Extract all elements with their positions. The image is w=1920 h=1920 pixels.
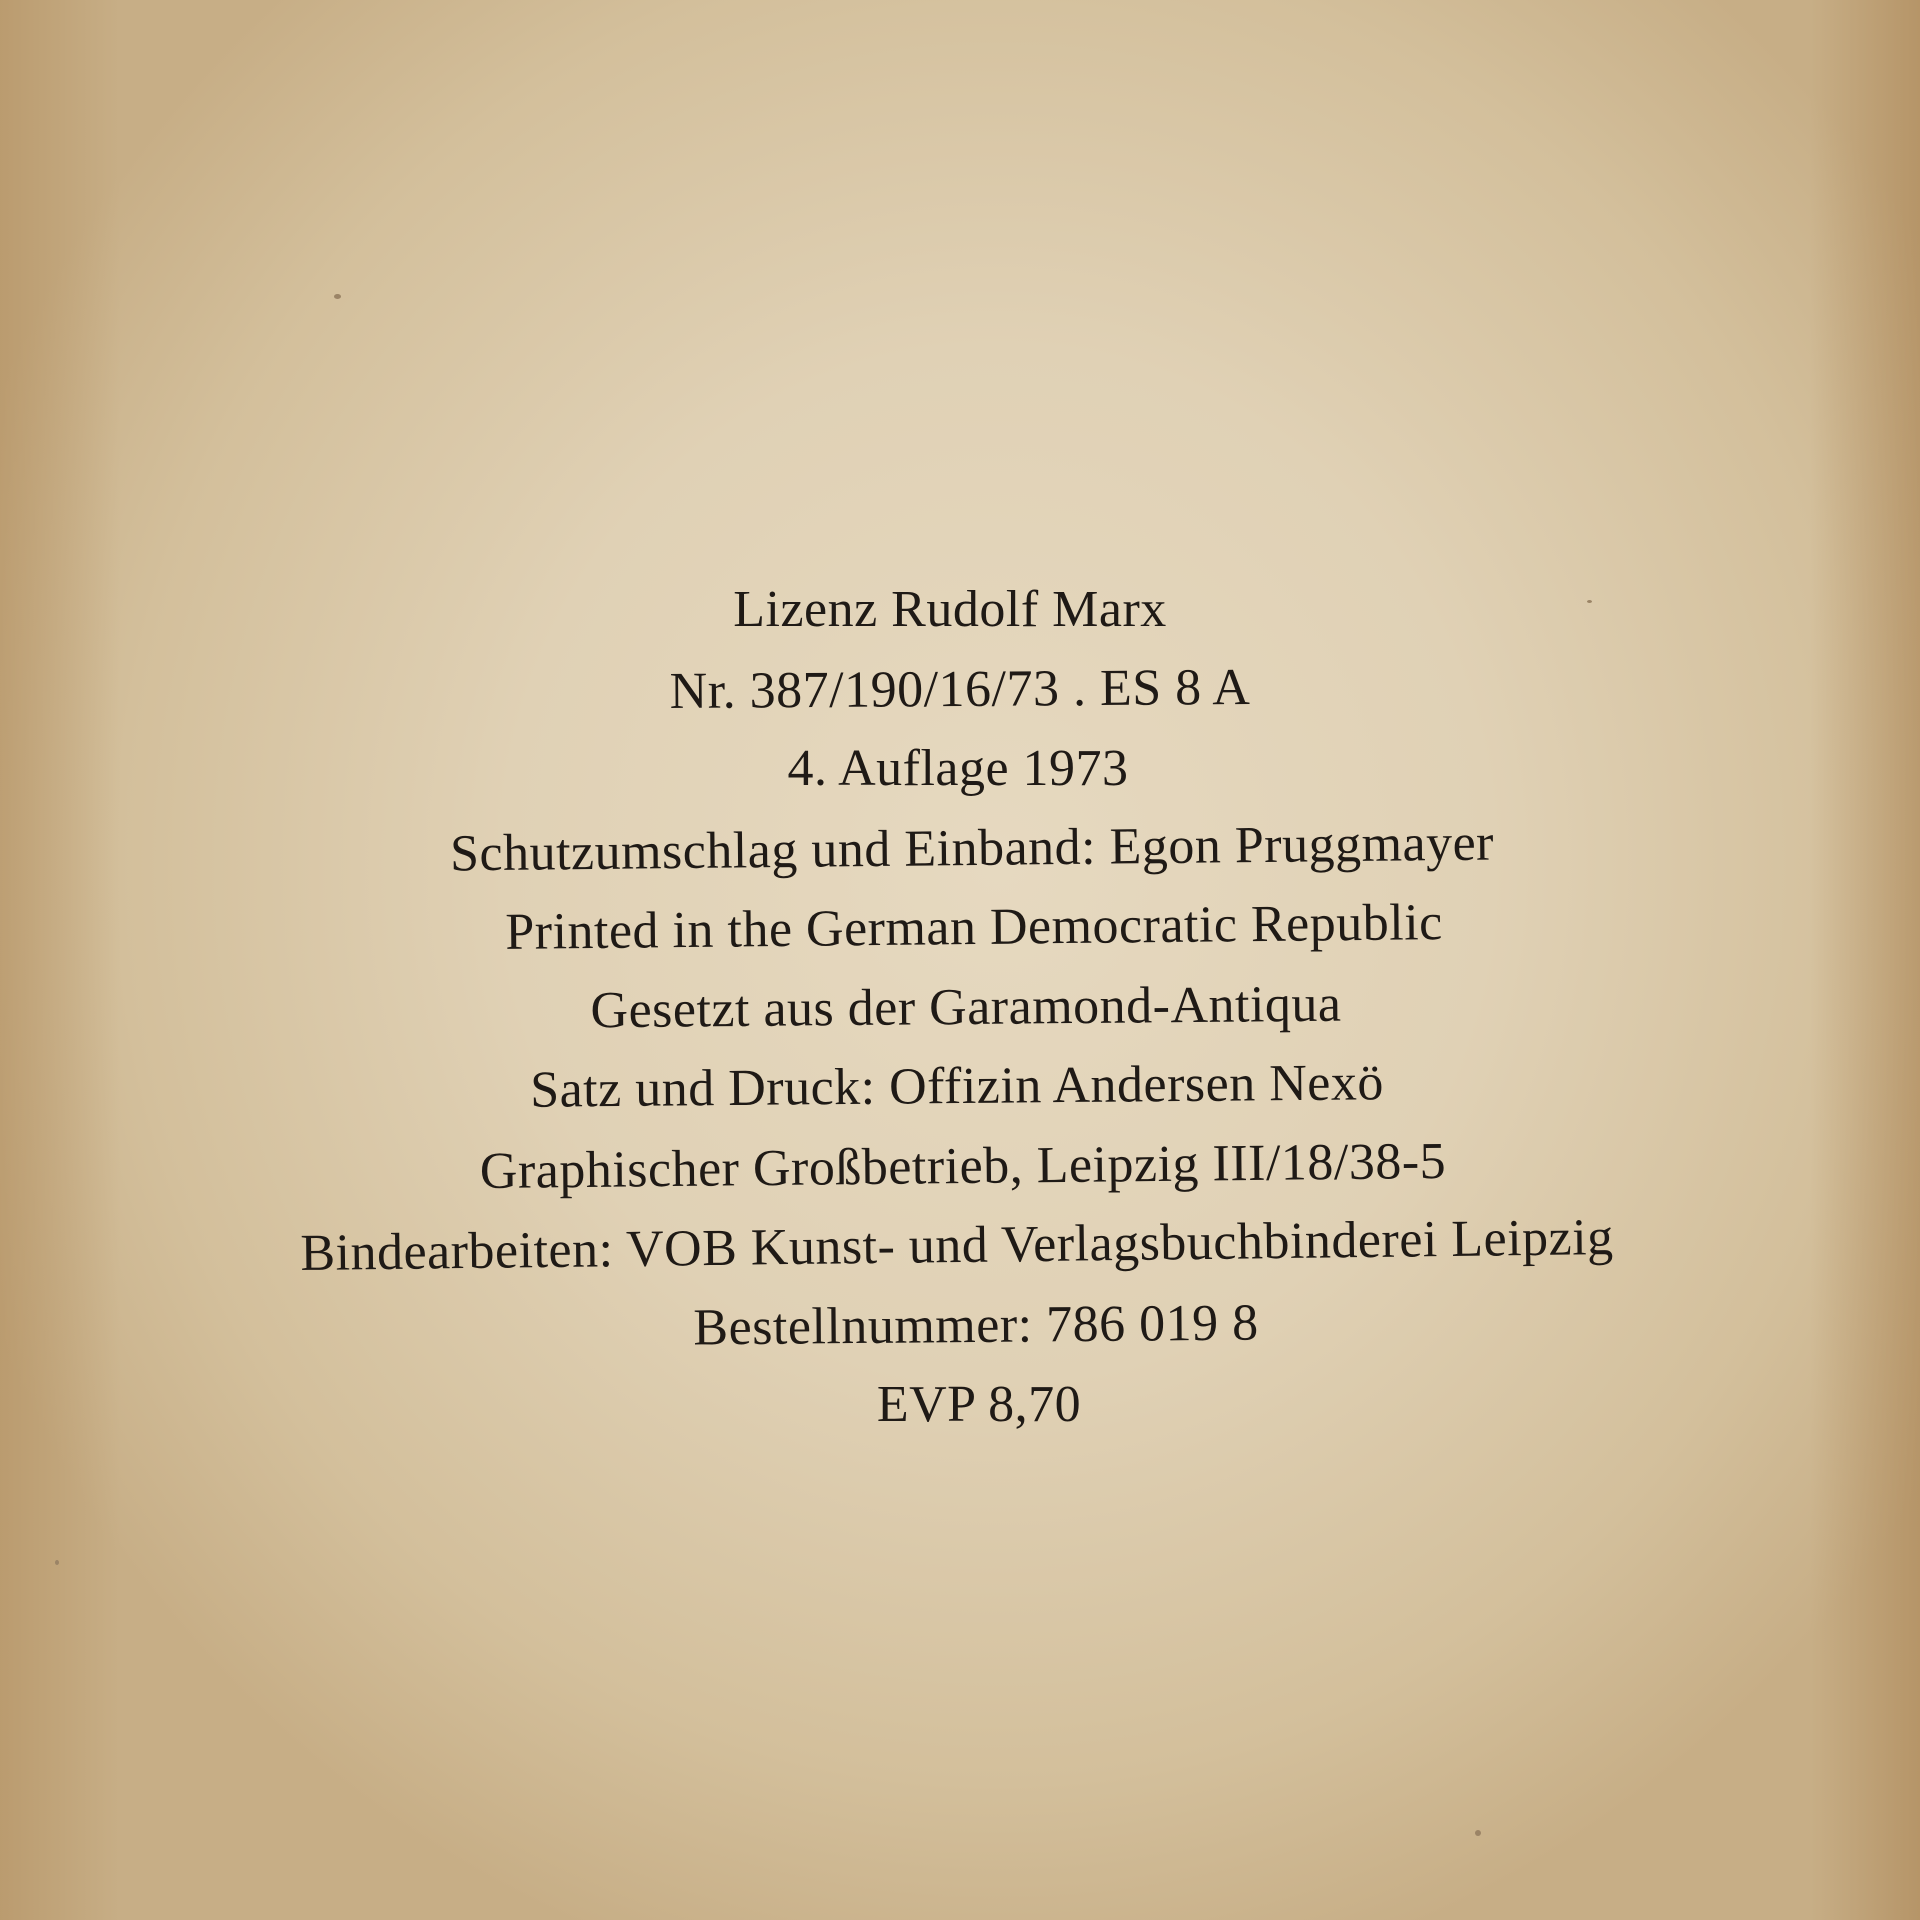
paper-speck bbox=[1475, 1830, 1481, 1836]
license-line: Lizenz Rudolf Marx bbox=[733, 581, 1167, 638]
cover-design-line: Schutzumschlag und Einband: Egon Pruggmayer bbox=[449, 814, 1495, 882]
printer-line: Graphischer Großbetrieb, Leipzig III/18/38-5 bbox=[479, 1132, 1447, 1200]
bindery-line: Bindearbeiten: VOB Kunst- und Verlagsbuchbinderei Leipzig bbox=[300, 1208, 1614, 1283]
order-number-line: Bestellnummer: 786 019 8 bbox=[693, 1294, 1259, 1356]
price-line: EVP 8,70 bbox=[876, 1376, 1082, 1433]
printed-in-line: Printed in the German Democratic Republic bbox=[505, 894, 1443, 961]
paper-speck bbox=[334, 294, 341, 299]
paper-speck bbox=[55, 1560, 59, 1565]
imprint-block bbox=[0, 570, 1920, 1445]
typesetting-line: Satz und Druck: Offizin Andersen Nexö bbox=[529, 1054, 1385, 1119]
typeface-line: Gesetzt aus der Garamond-Antiqua bbox=[590, 975, 1342, 1039]
license-number-line: Nr. 387/190/16/73 . ES 8 A bbox=[669, 658, 1251, 720]
edition-line: 4. Auflage 1973 bbox=[787, 740, 1129, 797]
